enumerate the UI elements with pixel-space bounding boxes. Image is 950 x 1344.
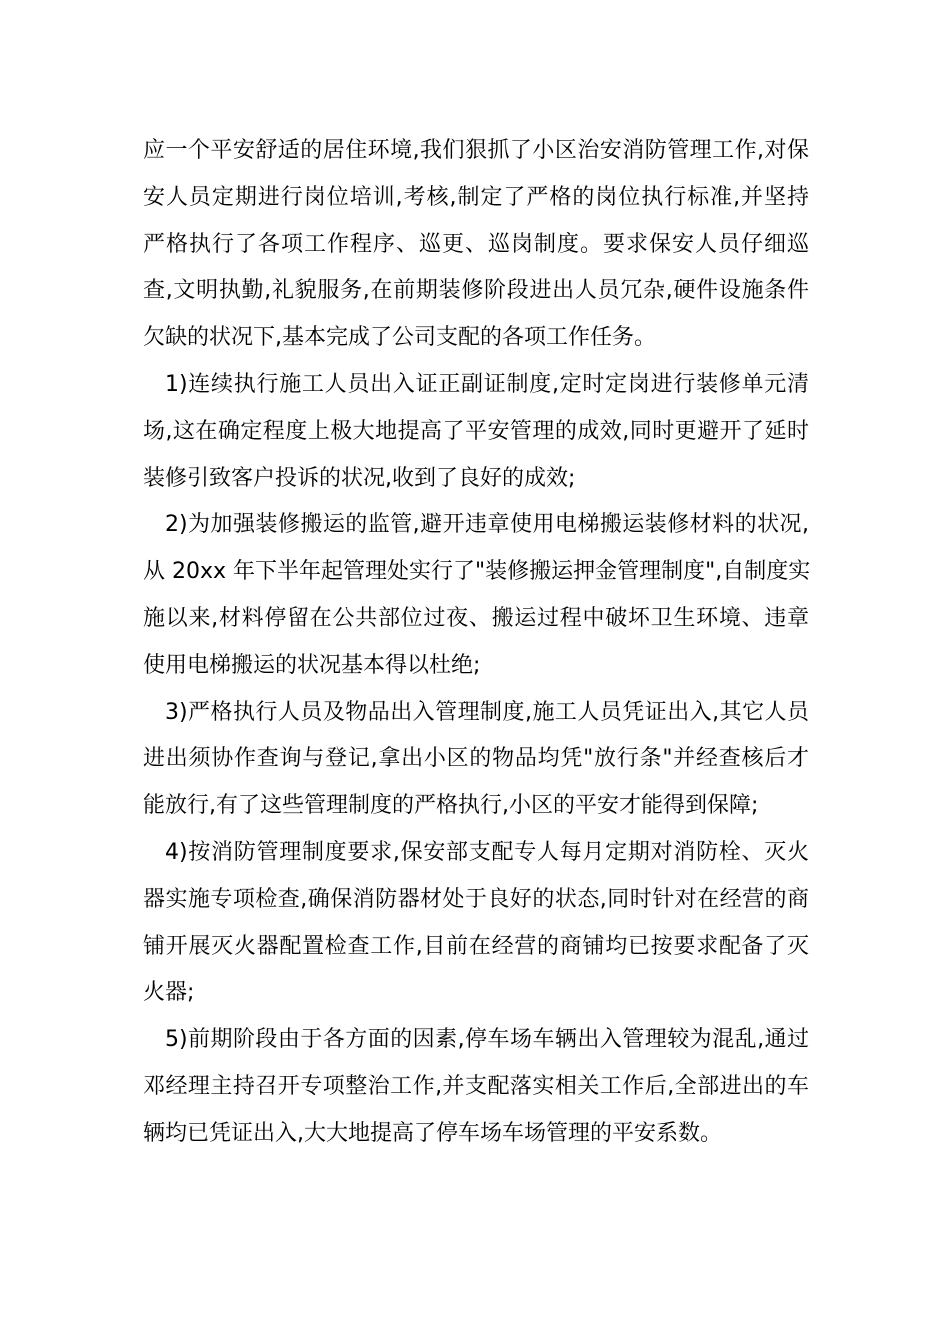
text-line: 火器;	[143, 980, 195, 1006]
text-line: 进出须协作查询与登记,拿出小区的物品均凭"放行条"并经查核后才	[143, 746, 809, 772]
text-line: 辆均已凭证出入,大大地提高了停车场车场管理的平安系数。	[143, 1120, 722, 1146]
text-line: 从 20xx 年下半年起管理处实行了"装修搬运押金管理制度",自制度实	[143, 559, 811, 585]
text-line: 4)按消防管理制度要求,保安部支配专人每月定期对消防栓、灭火	[165, 839, 809, 865]
paragraph-item-1	[143, 362, 809, 502]
text-line: 使用电梯搬运的状况基本得以杜绝;	[143, 652, 481, 678]
text-line: 器实施专项检查,确保消防器材处于良好的状态,同时针对在经营的商	[143, 886, 809, 912]
text-line: 能放行,有了这些管理制度的严格执行,小区的平安才能得到保障;	[143, 793, 759, 819]
text-line: 应一个平安舒适的居住环境,我们狠抓了小区治安消防管理工作,对保	[143, 138, 809, 163]
text-line: 装修引致客户投诉的状况,收到了良好的成效;	[143, 465, 576, 491]
text-line: 2)为加强装修搬运的监管,避开违章使用电梯搬运装修材料的状况,	[165, 512, 809, 538]
text-line: 安人员定期进行岗位培训,考核,制定了严格的岗位执行标准,并坚持	[143, 184, 809, 210]
text-line: 1)连续执行施工人员出入证正副证制度,定时定岗进行装修单元清	[165, 371, 809, 397]
paragraph-intro	[143, 128, 809, 362]
text-line: 欠缺的状况下,基本完成了公司支配的各项工作任务。	[143, 325, 656, 351]
paragraph-item-3	[143, 690, 809, 830]
text-line: 邓经理主持召开专项整治工作,并支配落实相关工作后,全部进出的车	[143, 1073, 809, 1099]
text-line: 查,文明执勤,礼貌服务,在前期装修阶段进出人员冗杂,硬件设施条件	[143, 278, 809, 304]
text-line: 施以来,材料停留在公共部位过夜、搬运过程中破坏卫生环境、违章	[143, 605, 809, 631]
text-line: 5)前期阶段由于各方面的因素,停车场车辆出入管理较为混乱,通过	[165, 1027, 809, 1053]
paragraph-item-5	[143, 1017, 809, 1157]
text-line: 铺开展灭火器配置检查工作,目前在经营的商铺均已按要求配备了灭	[143, 933, 809, 959]
text-line: 3)严格执行人员及物品出入管理制度,施工人员凭证出入,其它人员	[165, 699, 809, 725]
document-body	[143, 128, 809, 1158]
text-line: 严格执行了各项工作程序、巡更、巡岗制度。要求保安人员仔细巡	[143, 231, 809, 257]
text-line: 场,这在确定程度上极大地提高了平安管理的成效,同时更避开了延时	[143, 418, 809, 444]
paragraph-item-4	[143, 830, 809, 1017]
paragraph-item-2	[143, 502, 809, 689]
